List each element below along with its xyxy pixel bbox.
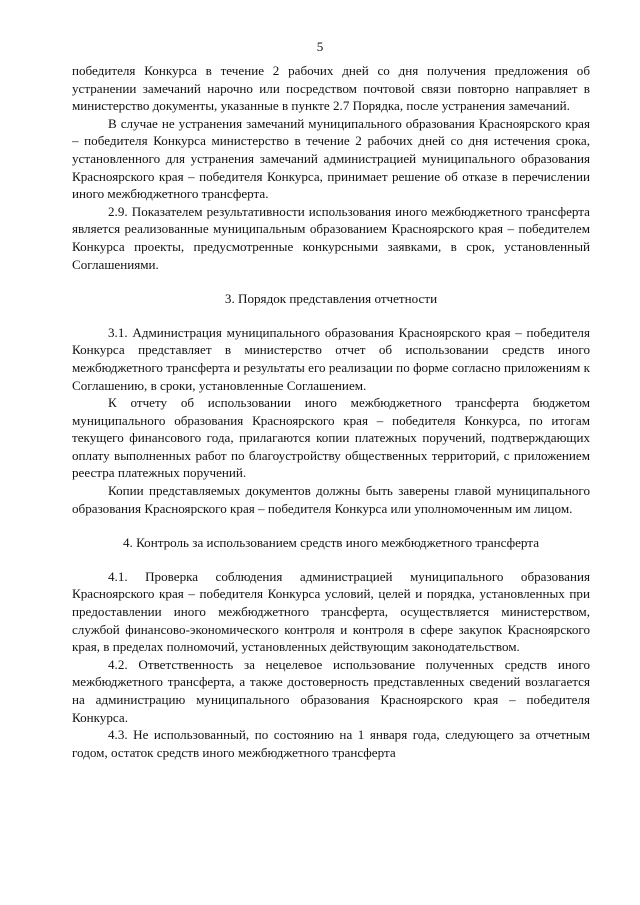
paragraph: 4.3. Не использованный, по состоянию на 1 января года, следующего за отчетным годом, остаток средств иного межбюджетного трансферта bbox=[72, 727, 590, 760]
page-number: 5 bbox=[316, 39, 324, 54]
document-body bbox=[72, 62, 590, 761]
paragraph: Копии представляемых документов должны быть заверены главой муниципального образования Красноярского края – победителя Конкурса или уполномоченным им лицом. bbox=[72, 483, 590, 516]
paragraph: К отчету об использовании иного межбюджетного трансферта бюджетом муниципального образования Красноярского края – победителя Конкурса, по итогам текущего финансового года, прилагаются копии платежных поручений, подтверждающих оплату выполненных работ по благоустройству общественных территорий, с приложением реестра платежных поручений. bbox=[72, 395, 590, 481]
paragraph: 3.1. Администрация муниципального образования Красноярского края – победителя Конкурса представляет в министерство отчет об использовании средств иного межбюджетного трансферта и результаты его реализации по форме согласно приложениям к Соглашению, в сроки, установленные Соглашением. bbox=[72, 324, 590, 393]
paragraph: 4.2. Ответственность за нецелевое использование полученных средств иного межбюджетного трансферта, а также достоверность представленных сведений возлагается на администрацию муниципального образования Красноярского края – победителя Конкурса. bbox=[72, 656, 590, 725]
section-4-heading: 4. Контроль за использованием средств иного межбюджетного трансферта bbox=[122, 535, 540, 551]
paragraph: победителя Конкурса в течение 2 рабочих дней со дня получения предложения об устранении замечаний нарочно или посредством почтовой связи повторно направляет в министерство документы, указанные в пункте 2.7 Порядка, после устранения замечаний. bbox=[72, 63, 590, 114]
paragraph: 4.1. Проверка соблюдения администрацией муниципального образования Красноярского края – победителя Конкурса условий, целей и порядка, установленных при предоставлении иного межбюджетного трансферта, осуществляется министерством, службой финансово-экономического контроля и контроля в сфере закупок Красноярского края, в пределах полномочий, установленных действующим законодательством. bbox=[72, 568, 590, 655]
section-3-heading: 3. Порядок представления отчетности bbox=[224, 291, 438, 307]
paragraph: В случае не устранения замечаний муниципального образования Красноярского края – победителя Конкурса министерство в течение 2 рабочих дней со дня истечения срока, установленного для устранения замечаний администрацией муниципального образования Красноярского края – победителя Конкурса, принимает решение об отказе в перечислении иного межбюджетного трансферта. bbox=[72, 115, 590, 202]
paragraph: 2.9. Показателем результативности использования иного межбюджетного трансферта является реализованные муниципальным образованием Красноярского края – победителем Конкурса проекты, предусмотренные конкурсными заявками, в срок, установленный Соглашениями. bbox=[72, 203, 590, 272]
